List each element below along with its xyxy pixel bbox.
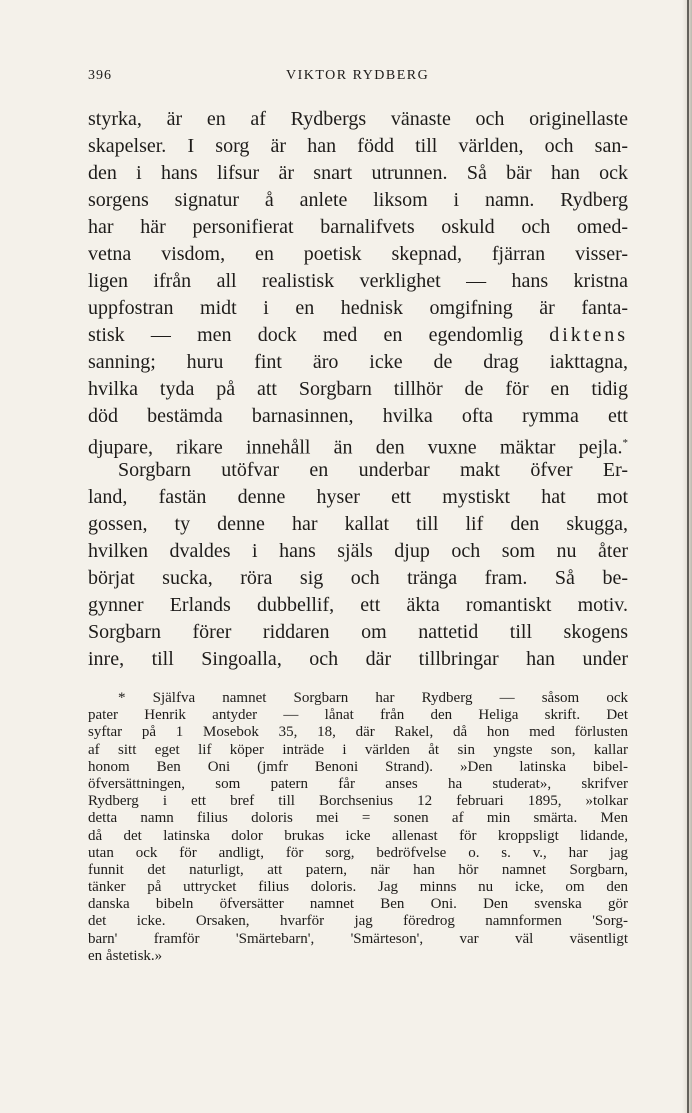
footnote-line: funnit det naturligt, att patern, när han hör namnet Sorgbarn, xyxy=(88,861,628,878)
footnote-line: en åstetisk.» xyxy=(88,947,163,964)
body-line: hvilka tyda på att Sorgbarn tillhör de för en tidig xyxy=(88,378,628,400)
footnote xyxy=(88,690,628,965)
footnote-line: danska bibeln öfversätter namnet Ben Oni. Den svenska gör xyxy=(88,896,628,913)
body-line: Sorgbarn utöfvar en underbar makt öfver Er- xyxy=(118,459,628,481)
body-line: land, fastän denne hyser ett mystiskt hat mot xyxy=(88,486,628,508)
footnote-line: syftar på 1 Mosebok 35, 18, där Rakel, då hon med förlusten xyxy=(88,724,628,741)
body-line: hvilken dvaldes i hans själs djup och som nu åter xyxy=(88,540,628,562)
footnote-line: tänker på uttrycket filius doloris. Jag minns nu icke, om den xyxy=(88,879,628,896)
body-line: börjat sucka, röra sig och tränga fram. Så be- xyxy=(88,567,628,589)
footnote-line: honom Ben Oni (jmfr Benoni Strand). »Den latinska bibel- xyxy=(88,758,628,775)
body-line: har här personifierat barnalifvets oskuld och omed- xyxy=(88,216,628,238)
footnote-line: då det latinska dolor brukas icke allenast för kroppsligt lidande, xyxy=(88,827,628,844)
footnote-line: pater Henrik antyder — lånat från den Heliga skrift. Det xyxy=(88,707,628,724)
body-line-text: djupare, rikare innehåll än den vuxne mäktar pejla. xyxy=(88,436,623,459)
body-line: inre, till Singoalla, och där tillbringar han under xyxy=(88,648,628,670)
body-line: styrka, är en af Rydbergs vänaste och originellaste xyxy=(88,108,628,130)
footnote-line: af sitt eget lif köper inträde i världen åt sin yngste son, kallar xyxy=(88,741,628,758)
body-line: sorgens signatur å anlete liksom i namn. Rydberg xyxy=(88,189,628,211)
footnote-line: öfversättningen, som patern får anses ha studerat», skrifver xyxy=(88,775,628,792)
body-line xyxy=(88,322,628,349)
footnote-line: utan ock för andligt, för sorg, bedröfvelse o. s. v., har jag xyxy=(88,844,628,861)
footnote-line: * Själfva namnet Sorgbarn har Rydberg — såsom ock xyxy=(118,690,628,706)
body-line: uppfostran midt i en hednisk omgifning är fanta- xyxy=(88,297,628,319)
body-line: Sorgbarn förer riddaren om nattetid till skogens xyxy=(88,621,628,643)
footnote-line: det icke. Orsaken, hvarför jag föredrog namnformen 'Sorg- xyxy=(88,913,628,930)
body-line: skapelser. I sorg är han född till världen, och san- xyxy=(88,135,628,157)
body-text xyxy=(88,106,628,673)
body-line xyxy=(88,430,628,457)
footnote-line: Rydberg i ett bref till Borchsenius 12 februari 1895, »tolkar xyxy=(88,793,628,810)
page-header xyxy=(88,68,628,90)
running-head: VIKTOR RYDBERG xyxy=(286,68,430,83)
page-number: 396 xyxy=(88,68,112,83)
body-line: sanning; huru fint äro icke de drag iakttagna, xyxy=(88,351,628,373)
body-line: ligen ifrån all realistisk verklighet — hans kristna xyxy=(88,270,628,292)
body-line: gynner Erlands dubbellif, ett äkta romantiskt motiv. xyxy=(88,594,628,616)
footnote-line: barn' framför 'Smärtebarn', 'Smärteson', var väl väsentligt xyxy=(88,930,628,947)
body-line-text: stisk — men dock med en egendomlig xyxy=(88,324,523,346)
body-line: gossen, ty denne har kallat till lif den skugga, xyxy=(88,513,628,535)
body-line: vetna visdom, en poetisk skepnad, fjärran visser- xyxy=(88,243,628,265)
spaced-emphasis: diktens xyxy=(549,324,628,346)
footnote-reference: * xyxy=(622,437,628,449)
body-line: död bestämda barnasinnen, hvilka ofta rymma ett xyxy=(88,405,628,427)
page-edge-line xyxy=(687,0,689,1113)
footnote-line: detta namn filius doloris mei = sonen af min smärta. Men xyxy=(88,810,628,827)
body-line: den i hans lifsur är snart utrunnen. Så bär han ock xyxy=(88,162,628,184)
